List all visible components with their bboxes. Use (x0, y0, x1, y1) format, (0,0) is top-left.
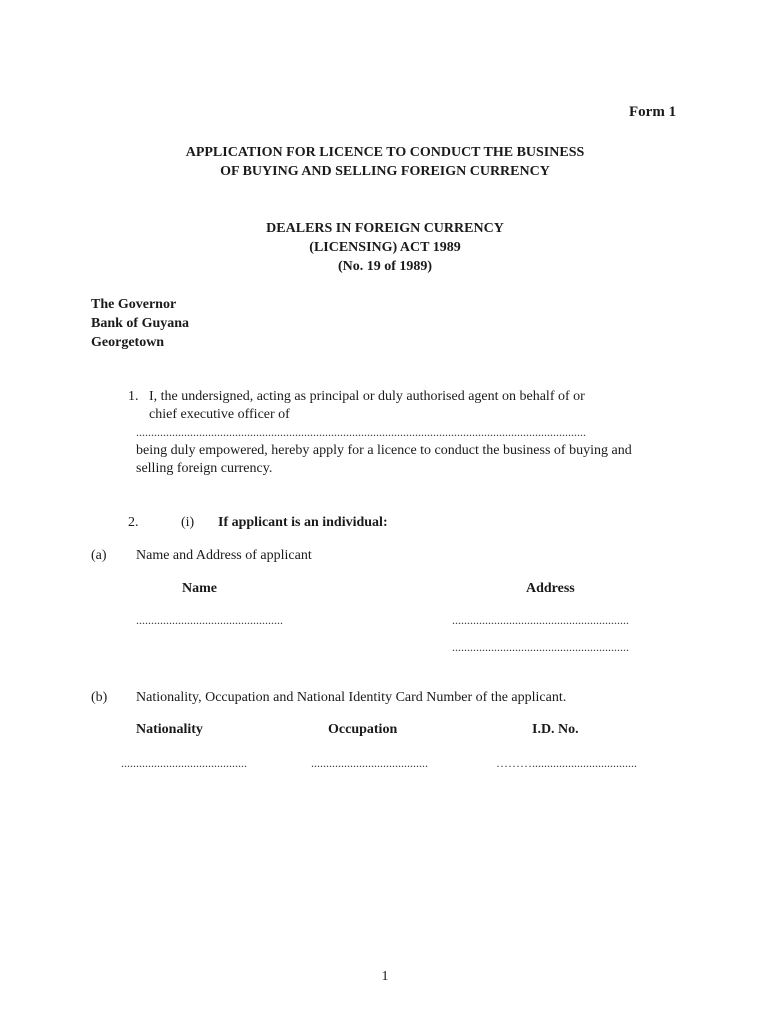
occupation-dotted-line: ....................................... (311, 756, 428, 770)
title-line-2: OF BUYING AND SELLING FOREIGN CURRENCY (220, 164, 550, 179)
name-dotted-line: ................................................. (136, 613, 283, 627)
section-2-heading: If applicant is an individual: (218, 515, 388, 530)
act-line-3: (No. 19 of 1989) (337, 259, 433, 274)
page-number: 1 (381, 969, 389, 984)
part-b-label: (b) (91, 690, 108, 705)
occupation-header: Occupation (328, 722, 398, 737)
addressee-line-3: Georgetown (91, 335, 165, 350)
addressee-line-1: The Governor (91, 297, 177, 312)
section-1-number: 1. (128, 389, 139, 404)
form-label: Form 1 (629, 104, 677, 120)
section-1-text-line-1: I, the undersigned, acting as principal or duly authorised agent on behalf of or (149, 389, 585, 404)
part-a-label: (a) (91, 548, 107, 563)
part-b-text: Nationality, Occupation and National Identity Card Number of the applicant. (136, 690, 567, 705)
section-1-text-line-3: being duly empowered, hereby apply for a licence to conduct the business of buying and (136, 443, 632, 458)
name-header: Name (182, 581, 217, 596)
addressee-line-2: Bank of Guyana (91, 316, 190, 331)
act-line-1: DEALERS IN FOREIGN CURRENCY (266, 221, 504, 236)
act-line-2: (LICENSING) ACT 1989 (309, 240, 461, 255)
section-2-sub: (i) (181, 515, 195, 530)
section-1-text-line-2: chief executive officer of (149, 407, 290, 422)
nationality-header: Nationality (136, 722, 203, 737)
part-a-text: Name and Address of applicant (136, 548, 312, 563)
section-2-number: 2. (128, 515, 139, 530)
section-1-text-line-4: selling foreign currency. (136, 461, 273, 476)
id-number-dotted-line: ………................................... (496, 756, 637, 770)
address-dotted-line-2: ........................................................... (452, 640, 629, 654)
id-number-header: I.D. No. (532, 722, 579, 737)
address-dotted-line-1: ........................................................... (452, 613, 629, 627)
section-1-dotted-line: ...................................................................................................................................................... (136, 425, 586, 439)
title-line-1: APPLICATION FOR LICENCE TO CONDUCT THE BUSINESS (185, 145, 585, 160)
address-header: Address (526, 581, 575, 596)
nationality-dotted-line: .......................................... (121, 756, 247, 770)
